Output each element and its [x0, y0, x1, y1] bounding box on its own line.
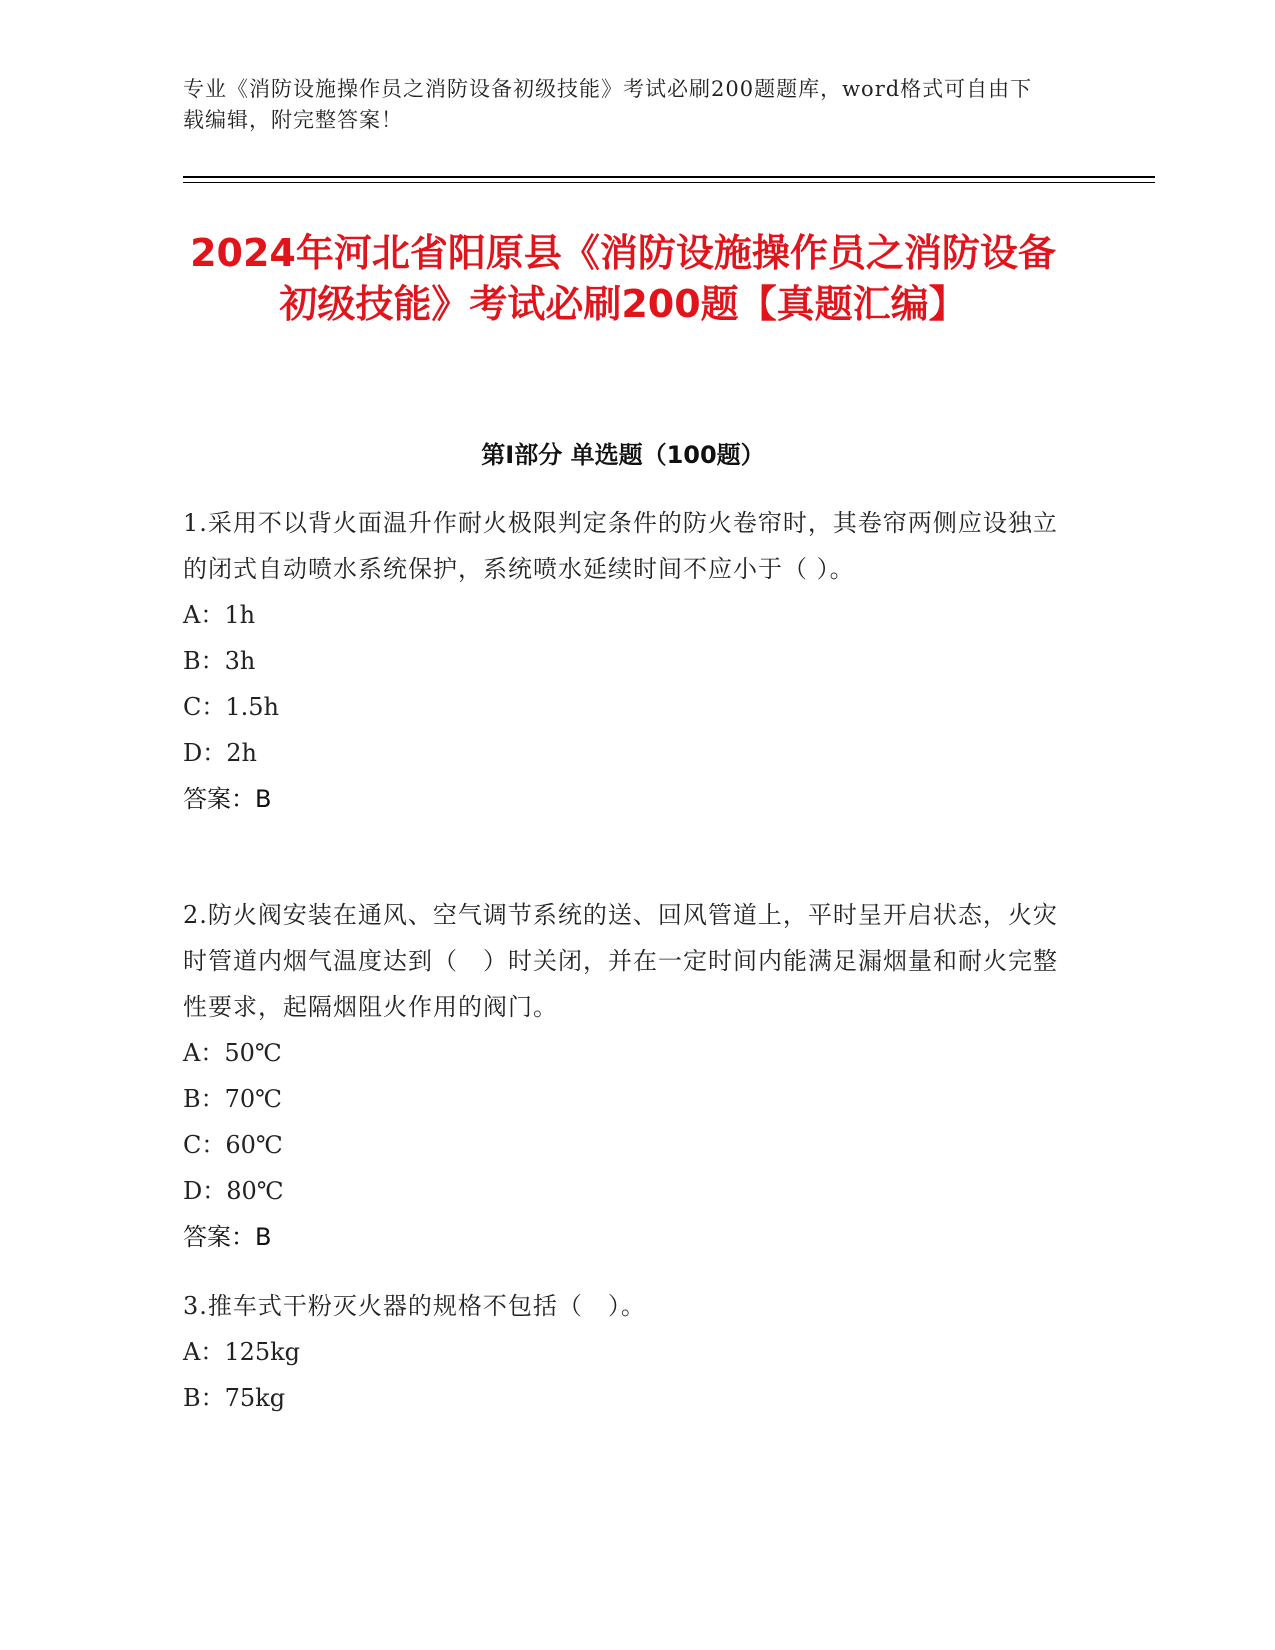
answer: 答案：B — [183, 785, 272, 813]
option-a: A：125kg — [183, 1338, 301, 1366]
document-title: 2024年河北省阳原县《消防设施操作员之消防设备初级技能》考试必刷200题【真题汇编】 — [190, 231, 1056, 326]
question-stem: 1.采用不以背火面温升作耐火极限判定条件的防火卷帘时，其卷帘两侧应设独立的闭式自动喷水系统保护，系统喷水延续时间不应小于（ ）。 — [183, 509, 1058, 583]
question-stem: 2.防火阀安装在通风、空气调节系统的送、回风管道上，平时呈开启状态，火灾时管道内烟气温度达到（ ）时关闭，并在一定时间内能满足漏烟量和耐火完整性要求，起隔烟阻火作用的阀门。 — [183, 901, 1058, 1021]
option-b: B：3h — [183, 647, 256, 675]
answer: 答案：B — [183, 1223, 272, 1251]
question-1 — [183, 500, 1063, 822]
header-divider-thick — [183, 176, 1155, 178]
option-b: B：70℃ — [183, 1085, 283, 1113]
header-divider-thin — [183, 182, 1155, 183]
question-stem: 3.推车式干粉灭火器的规格不包括（ ）。 — [183, 1292, 646, 1320]
option-d: D：2h — [183, 739, 257, 767]
question-3 — [183, 1283, 1063, 1421]
option-a: A：50℃ — [183, 1039, 282, 1067]
option-d: D：80℃ — [183, 1177, 284, 1205]
section-heading: 第Ⅰ部分 单选题（100题） — [481, 441, 765, 469]
option-b: B：75kg — [183, 1384, 286, 1412]
option-c: C：60℃ — [183, 1131, 283, 1159]
header-note: 专业《消防设施操作员之消防设备初级技能》考试必刷200题题库，word格式可自由下载编辑，附完整答案！ — [183, 77, 1033, 132]
question-2 — [183, 892, 1063, 1260]
option-c: C：1.5h — [183, 693, 279, 721]
option-a: A：1h — [183, 601, 256, 629]
